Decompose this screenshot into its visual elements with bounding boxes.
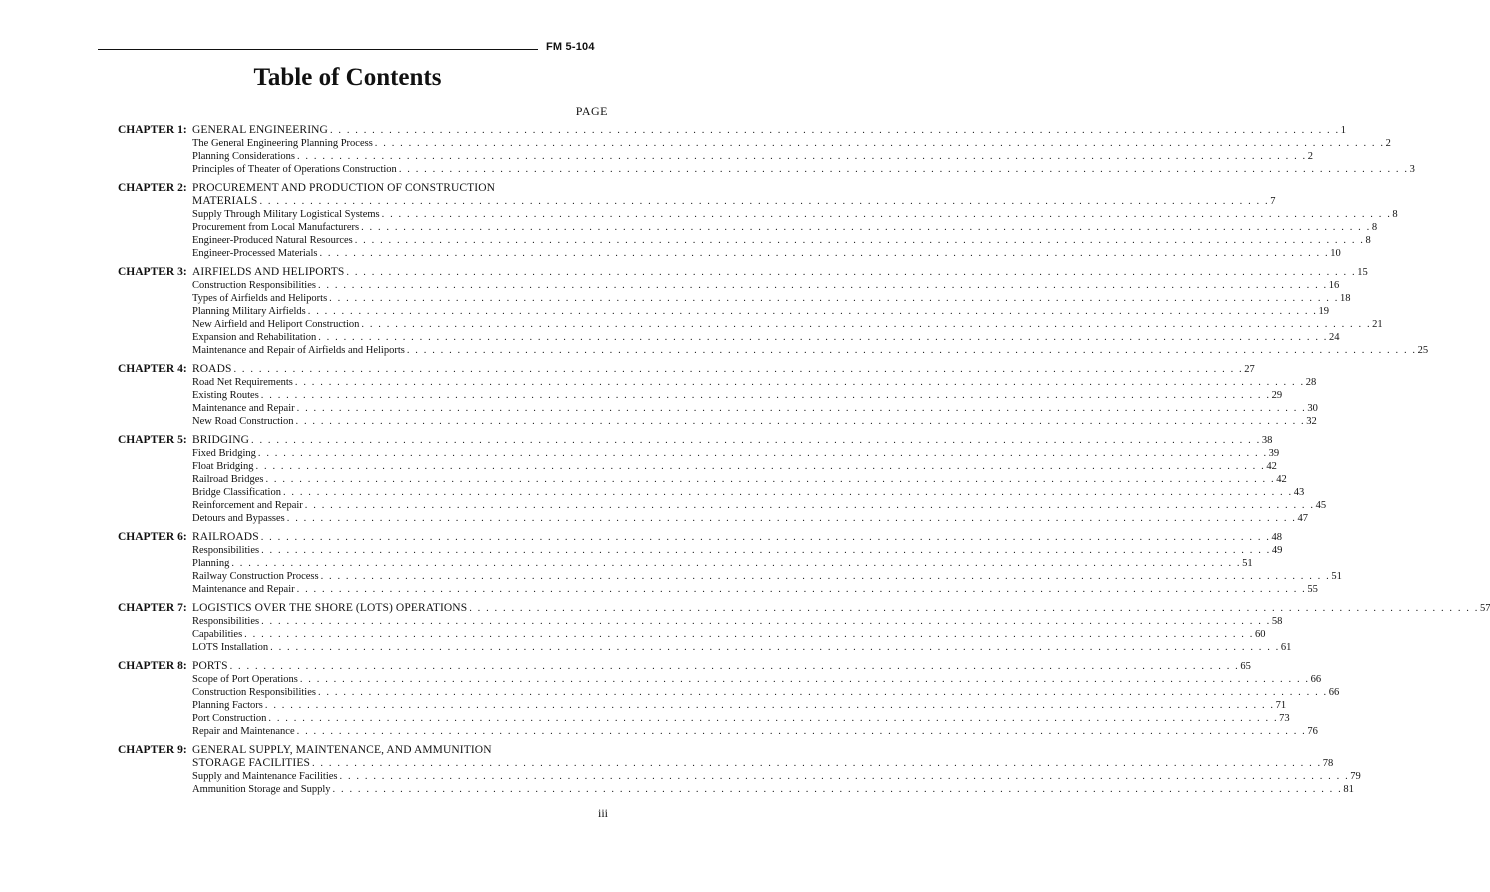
chapter-entry [118,124,1415,176]
chapter-entry [118,660,1340,738]
dot-leader: . . . . . . . . . . . . . . . . . . . . . . . . . . . . . . . . . . . . . . . . . . . . . . . . . . . . . . . . . . . . . . . . . . . . . . . . . . . . . . . . . . . . . . . . . . . . . . . . . . . . . . . . . . . . . . . . . . . . . . . . [260,390,1271,401]
dot-leader: . . . . . . . . . . . . . . . . . . . . . . . . . . . . . . . . . . . . . . . . . . . . . . . . . . . . . . . . . . . . . . . . . . . . . . . . . . . . . . . . . . . . . . . . . . . . . . . . . . . . . . . . . . . . . . . . . . . . . . . . [296,584,1307,595]
page-number: iii [597,806,608,820]
chapter-page-number: 15 [1357,267,1368,278]
chapter-label: CHAPTER 4: [118,363,187,375]
dot-leader: . . . . . . . . . . . . . . . . . . . . . . . . . . . . . . . . . . . . . . . . . . . . . . . . . . . . . . . . . . . . . . . . . . . . . . . . . . . . . . . . . . . . . . . . . . . . . . . . . . . . . . . . . . . . . . . . . . . . . . . . [299,674,1310,685]
section-page-number: 2 [1307,151,1313,162]
section-entry [118,770,1361,783]
section-page-number: 43 [1293,487,1305,498]
dot-leader: . . . . . . . . . . . . . . . . . . . . . . . . . . . . . . . . . . . . . . . . . . . . . . . . . . . . . . . . . . . . . . . . . . . . . . . . . . . . . . . . . . . . . . . . . . . . . . . . . . . . . . . . . . . . . . . . . . . . . . . . [260,532,1271,543]
chapter-label: CHAPTER 3: [118,266,187,278]
section-page-number: 16 [1328,280,1340,291]
section-page-number: 30 [1307,403,1318,414]
section-page-number: 3 [1409,164,1415,175]
section-entry [118,460,1277,473]
section-entry [118,247,1341,260]
chapter-entry [118,602,1490,654]
section-page-number: 71 [1275,700,1287,711]
section-title: Construction Responsibilities [192,280,316,291]
dot-leader: . . . . . . . . . . . . . . . . . . . . . . . . . . . . . . . . . . . . . . . . . . . . . . . . . . . . . . . . . . . . . . . . . . . . . . . . . . . . . . . . . . . . . . . . . . . . . . . . . . . . . . . . . . . . . . . . . . . . . . . . [361,319,1372,330]
section-page-number: 39 [1268,448,1280,459]
chapter-heading-line [118,602,1490,615]
section-entry [118,344,1429,357]
section-page-number: 45 [1315,500,1327,511]
section-entry [118,447,1280,460]
dot-leader: . . . . . . . . . . . . . . . . . . . . . . . . . . . . . . . . . . . . . . . . . . . . . . . . . . . . . . . . . . . . . . . . . . . . . . . . . . . . . . . . . . . . . . . . . . . . . . . . . . . . . . . . . . . . . . . . . . . . . . . . [244,629,1254,640]
dot-leader: . . . . . . . . . . . . . . . . . . . . . . . . . . . . . . . . . . . . . . . . . . . . . . . . . . . . . . . . . . . . . . . . . . . . . . . . . . . . . . . . . . . . . . . . . . . . . . . . . . . . . . . . . . . . . . . . . . . . . . . . [374,138,1385,149]
section-page-number: 28 [1305,377,1317,388]
section-title: Bridge Classification [192,487,281,498]
section-entry [118,163,1415,176]
section-entry [118,499,1327,512]
section-title: Railway Construction Process [192,571,319,582]
dot-leader: . . . . . . . . . . . . . . . . . . . . . . . . . . . . . . . . . . . . . . . . . . . . . . . . . . . . . . . . . . . . . . . . . . . . . . . . . . . . . . . . . . . . . . . . . . . . . . . . . . . . . . . . . . . . . . . . . . . . . . . . [406,345,1417,356]
section-page-number: 73 [1279,713,1290,724]
section-entry [118,641,1292,654]
chapter-title: LOGISTICS OVER THE SHORE (LOTS) OPERATIONS [192,602,468,614]
dot-leader: . . . . . . . . . . . . . . . . . . . . . . . . . . . . . . . . . . . . . . . . . . . . . . . . . . . . . . . . . . . . . . . . . . . . . . . . . . . . . . . . . . . . . . . . . . . . . . . . . . . . . . . . . . . . . . . . . . . . . . . . [264,700,1275,711]
dot-leader: . . . . . . . . . . . . . . . . . . . . . . . . . . . . . . . . . . . . . . . . . . . . . . . . . . . . . . . . . . . . . . . . . . . . . . . . . . . . . . . . . . . . . . . . . . . . . . . . . . . . . . . . . . . . . . . . . . . . . . . . [231,558,1242,569]
chapter-page-number: 27 [1244,364,1255,375]
section-title: Responsibilities [192,545,260,556]
section-page-number: 8 [1365,235,1371,246]
section-entry [118,415,1317,428]
chapter-entry [118,182,1398,260]
chapter-entry [118,266,1429,357]
chapter-label: CHAPTER 1: [118,124,187,136]
chapter-label: CHAPTER 8: [118,660,187,672]
section-title: Responsibilities [192,616,260,627]
section-page-number: 47 [1297,513,1309,524]
section-entry [118,305,1330,318]
chapter-title: GENERAL ENGINEERING [192,124,328,136]
section-entry [118,725,1318,738]
chapter-heading-continuation [118,757,1334,770]
chapter-heading-line [118,266,1368,279]
section-page-number: 2 [1385,138,1391,149]
section-page-number: 51 [1331,571,1342,582]
section-title: Principles of Theater of Operations Construction [192,164,397,175]
section-page-number: 42 [1276,474,1287,485]
chapter-page-number: 7 [1270,196,1276,207]
page-column-heading: PAGE [575,104,608,118]
section-title: Road Net Requirements [192,377,293,388]
section-page-number: 66 [1328,687,1340,698]
section-title: Planning Factors [192,700,263,711]
section-entry [118,402,1318,415]
chapter-label: CHAPTER 6: [118,531,187,543]
section-entry [118,615,1283,628]
dot-leader: . . . . . . . . . . . . . . . . . . . . . . . . . . . . . . . . . . . . . . . . . . . . . . . . . . . . . . . . . . . . . . . . . . . . . . . . . . . . . . . . . . . . . . . . . . . . . . . . . . . . . . . . . . . . . . . . . . . . . . . . [381,209,1392,220]
section-entry [118,292,1351,305]
dot-leader: . . . . . . . . . . . . . . . . . . . . . . . . . . . . . . . . . . . . . . . . . . . . . . . . . . . . . . . . . . . . . . . . . . . . . . . . . . . . . . . . . . . . . . . . . . . . . . . . . . . . . . . . . . . . . . . . . . . . . . . . [294,377,1305,388]
section-title: Float Bridging [192,461,254,472]
dot-leader: . . . . . . . . . . . . . . . . . . . . . . . . . . . . . . . . . . . . . . . . . . . . . . . . . . . . . . . . . . . . . . . . . . . . . . . . . . . . . . . . . . . . . . . . . . . . . . . . . . . . . . . . . . . . . . . . . . . . . . . . [332,784,1343,795]
chapter-title: BRIDGING [192,434,250,446]
chapter-title-continued: MATERIALS [192,195,258,207]
section-page-number: 19 [1318,306,1330,317]
dot-leader: . . . . . . . . . . . . . . . . . . . . . . . . . . . . . . . . . . . . . . . . . . . . . . . . . . . . . . . . . . . . . . . . . . . . . . . . . . . . . . . . . . . . . . . . . . . . . . . . . . . . . . . . . . . . . . . . . . . . . . . . [339,771,1350,782]
section-entry [118,473,1287,486]
page-title: Table of Contents [253,64,442,91]
document-code: FM 5-104 [546,41,595,53]
section-page-number: 51 [1242,558,1253,569]
chapter-page-number: 57 [1479,603,1490,614]
dot-leader: . . . . . . . . . . . . . . . . . . . . . . . . . . . . . . . . . . . . . . . . . . . . . . . . . . . . . . . . . . . . . . . . . . . . . . . . . . . . . . . . . . . . . . . . . . . . . . . . . . . . . . . . . . . . . . . . . . . . . . . . [282,487,1293,498]
section-entry [118,318,1383,331]
dot-leader: . . . . . . . . . . . . . . . . . . . . . . . . . . . . . . . . . . . . . . . . . . . . . . . . . . . . . . . . . . . . . . . . . . . . . . . . . . . . . . . . . . . . . . . . . . . . . . . . . . . . . . . . . . . . . . . . . . . . . . . . [304,500,1315,511]
section-entry [118,673,1322,686]
section-entry [118,686,1340,699]
section-page-number: 8 [1371,222,1378,233]
dot-leader: . . . . . . . . . . . . . . . . . . . . . . . . . . . . . . . . . . . . . . . . . . . . . . . . . . . . . . . . . . . . . . . . . . . . . . . . . . . . . . . . . . . . . . . . . . . . . . . . . . . . . . . . . . . . . . . . . . . . . . . . [286,513,1297,524]
dot-leader: . . . . . . . . . . . . . . . . . . . . . . . . . . . . . . . . . . . . . . . . . . . . . . . . . . . . . . . . . . . . . . . . . . . . . . . . . . . . . . . . . . . . . . . . . . . . . . . . . . . . . . . . . . . . . . . . . . . . . . . . [295,416,1306,427]
section-title: Fixed Bridging [192,448,256,459]
chapter-heading-line [118,744,598,757]
chapter-page-number: 38 [1261,435,1273,446]
chapter-heading-line [118,182,598,195]
section-title: Detours and Bypasses [192,513,285,524]
dot-leader: . . . . . . . . . . . . . . . . . . . . . . . . . . . . . . . . . . . . . . . . . . . . . . . . . . . . . . . . . . . . . . . . . . . . . . . . . . . . . . . . . . . . . . . . . . . . . . . . . . . . . . . . . . . . . . . . . . . . . . . . [259,196,1270,207]
section-entry [118,331,1340,344]
section-entry [118,389,1283,402]
section-title: Planning [192,558,230,569]
dot-leader: . . . . . . . . . . . . . . . . . . . . . . . . . . . . . . . . . . . . . . . . . . . . . . . . . . . . . . . . . . . . . . . . . . . . . . . . . . . . . . . . . . . . . . . . . . . . . . . . . . . . . . . . . . . . . . . . . . . . . . . . [265,474,1276,485]
chapter-heading-continuation [118,195,1276,208]
chapter-entry [118,363,1318,428]
section-title: Construction Responsibilities [192,687,316,698]
dot-leader: . . . . . . . . . . . . . . . . . . . . . . . . . . . . . . . . . . . . . . . . . . . . . . . . . . . . . . . . . . . . . . . . . . . . . . . . . . . . . . . . . . . . . . . . . . . . . . . . . . . . . . . . . . . . . . . . . . . . . . . . [311,758,1322,769]
chapter-page-number: 1 [1340,125,1346,136]
chapter-title: PORTS [192,660,228,672]
section-title: Engineer-Produced Natural Resources [192,235,353,246]
dot-leader: . . . . . . . . . . . . . . . . . . . . . . . . . . . . . . . . . . . . . . . . . . . . . . . . . . . . . . . . . . . . . . . . . . . . . . . . . . . . . . . . . . . . . . . . . . . . . . . . . . . . . . . . . . . . . . . . . . . . . . . . [398,164,1409,175]
dot-leader: . . . . . . . . . . . . . . . . . . . . . . . . . . . . . . . . . . . . . . . . . . . . . . . . . . . . . . . . . . . . . . . . . . . . . . . . . . . . . . . . . . . . . . . . . . . . . . . . . . . . . . . . . . . . . . . . . . . . . . . . [257,448,1268,459]
dot-leader: . . . . . . . . . . . . . . . . . . . . . . . . . . . . . . . . . . . . . . . . . . . . . . . . . . . . . . . . . . . . . . . . . . . . . . . . . . . . . . . . . . . . . . . . . . . . . . . . . . . . . . . . . . . . . . . . . . . . . . . . [307,306,1318,317]
chapter-title: ROADS [192,363,232,375]
section-title: Maintenance and Repair [192,584,295,595]
section-entry [118,208,1398,221]
section-title: Maintenance and Repair of Airfields and Heliports [192,345,405,356]
section-page-number: 55 [1307,584,1318,595]
section-title: The General Engineering Planning Process [192,138,373,149]
section-entry [118,557,1253,570]
chapter-entry [118,744,1361,796]
chapter-entry [118,434,1327,525]
chapter-title: GENERAL SUPPLY, MAINTENANCE, AND AMMUNITION [192,744,492,756]
section-page-number: 42 [1266,461,1277,472]
chapter-page-number: 48 [1271,532,1282,543]
section-page-number: 25 [1417,345,1429,356]
dot-leader: . . . . . . . . . . . . . . . . . . . . . . . . . . . . . . . . . . . . . . . . . . . . . . . . . . . . . . . . . . . . . . . . . . . . . . . . . . . . . . . . . . . . . . . . . . . . . . . . . . . . . . . . . . . . . . . . . . . . . . . . [251,435,1261,446]
dot-leader: . . . . . . . . . . . . . . . . . . . . . . . . . . . . . . . . . . . . . . . . . . . . . . . . . . . . . . . . . . . . . . . . . . . . . . . . . . . . . . . . . . . . . . . . . . . . . . . . . . . . . . . . . . . . . . . . . . . . . . . . [319,248,1330,259]
chapter-page-number: 65 [1240,661,1251,672]
chapter-heading-line [118,124,1346,137]
chapter-title: RAILROADS [192,531,259,543]
dot-leader: . . . . . . . . . . . . . . . . . . . . . . . . . . . . . . . . . . . . . . . . . . . . . . . . . . . . . . . . . . . . . . . . . . . . . . . . . . . . . . . . . . . . . . . . . . . . . . . . . . . . . . . . . . . . . . . . . . . . . . . . [296,726,1307,737]
section-title: Ammunition Storage and Supply [192,784,331,795]
section-title: Expansion and Rehabilitation [192,332,317,343]
dot-leader: . . . . . . . . . . . . . . . . . . . . . . . . . . . . . . . . . . . . . . . . . . . . . . . . . . . . . . . . . . . . . . . . . . . . . . . . . . . . . . . . . . . . . . . . . . . . . . . . . . . . . . . . . . . . . . . . . . . . . . . . [317,687,1328,698]
section-title: New Airfield and Heliport Construction [192,319,360,330]
chapter-label: CHAPTER 5: [118,434,187,446]
section-title: Existing Routes [192,390,259,401]
section-title: New Road Construction [192,416,294,427]
section-title: Supply and Maintenance Facilities [192,771,338,782]
dot-leader: . . . . . . . . . . . . . . . . . . . . . . . . . . . . . . . . . . . . . . . . . . . . . . . . . . . . . . . . . . . . . . . . . . . . . . . . . . . . . . . . . . . . . . . . . . . . . . . . . . . . . . . . . . . . . . . . . . . . . . . . [261,616,1271,627]
section-title: LOTS Installation [192,642,269,653]
section-page-number: 29 [1271,390,1283,401]
dot-leader: . . . . . . . . . . . . . . . . . . . . . . . . . . . . . . . . . . . . . . . . . . . . . . . . . . . . . . . . . . . . . . . . . . . . . . . . . . . . . . . . . . . . . . . . . . . . . . . . . . . . . . . . . . . . . . . . . . . . . . . . [329,293,1339,304]
section-entry [118,150,1313,163]
chapter-entry [118,531,1342,596]
dot-leader: . . . . . . . . . . . . . . . . . . . . . . . . . . . . . . . . . . . . . . . . . . . . . . . . . . . . . . . . . . . . . . . . . . . . . . . . . . . . . . . . . . . . . . . . . . . . . . . . . . . . . . . . . . . . . . . . . . . . . . . . [318,332,1329,343]
chapter-heading-line [118,363,1255,376]
dot-leader: . . . . . . . . . . . . . . . . . . . . . . . . . . . . . . . . . . . . . . . . . . . . . . . . . . . . . . . . . . . . . . . . . . . . . . . . . . . . . . . . . . . . . . . . . . . . . . . . . . . . . . . . . . . . . . . . . . . . . . . . [255,461,1266,472]
section-page-number: 8 [1392,209,1398,220]
chapter-title: PROCUREMENT AND PRODUCTION OF CONSTRUCTION [192,182,496,194]
section-title: Port Construction [192,713,267,724]
section-entry [118,512,1309,525]
section-entry [118,221,1378,234]
section-title: Planning Considerations [192,151,295,162]
section-entry [118,279,1340,292]
section-entry [118,544,1283,557]
section-entry [118,783,1354,796]
section-page-number: 49 [1271,545,1283,556]
dot-leader: . . . . . . . . . . . . . . . . . . . . . . . . . . . . . . . . . . . . . . . . . . . . . . . . . . . . . . . . . . . . . . . . . . . . . . . . . . . . . . . . . . . . . . . . . . . . . . . . . . . . . . . . . . . . . . . . . . . . . . . . [229,661,1240,672]
section-page-number: 24 [1329,332,1340,343]
section-title: Repair and Maintenance [192,726,295,737]
section-entry [118,486,1305,499]
section-entry [118,628,1266,641]
dot-leader: . . . . . . . . . . . . . . . . . . . . . . . . . . . . . . . . . . . . . . . . . . . . . . . . . . . . . . . . . . . . . . . . . . . . . . . . . . . . . . . . . . . . . . . . . . . . . . . . . . . . . . . . . . . . . . . . . . . . . . . . [469,603,1479,614]
section-title: Procurement from Local Manufacturers [192,222,360,233]
chapter-label: CHAPTER 9: [118,744,187,756]
section-entry [118,583,1318,596]
dot-leader: . . . . . . . . . . . . . . . . . . . . . . . . . . . . . . . . . . . . . . . . . . . . . . . . . . . . . . . . . . . . . . . . . . . . . . . . . . . . . . . . . . . . . . . . . . . . . . . . . . . . . . . . . . . . . . . . . . . . . . . . [320,571,1331,582]
section-entry [118,376,1317,389]
dot-leader: . . . . . . . . . . . . . . . . . . . . . . . . . . . . . . . . . . . . . . . . . . . . . . . . . . . . . . . . . . . . . . . . . . . . . . . . . . . . . . . . . . . . . . . . . . . . . . . . . . . . . . . . . . . . . . . . . . . . . . . . [317,280,1328,291]
section-title: Reinforcement and Repair [192,500,303,511]
chapter-title-continued: STORAGE FACILITIES [192,757,310,769]
dot-leader: . . . . . . . . . . . . . . . . . . . . . . . . . . . . . . . . . . . . . . . . . . . . . . . . . . . . . . . . . . . . . . . . . . . . . . . . . . . . . . . . . . . . . . . . . . . . . . . . . . . . . . . . . . . . . . . . . . . . . . . . [233,364,1244,375]
section-page-number: 58 [1271,616,1283,627]
dot-leader: . . . . . . . . . . . . . . . . . . . . . . . . . . . . . . . . . . . . . . . . . . . . . . . . . . . . . . . . . . . . . . . . . . . . . . . . . . . . . . . . . . . . . . . . . . . . . . . . . . . . . . . . . . . . . . . . . . . . . . . . [361,222,1371,233]
section-title: Maintenance and Repair [192,403,295,414]
chapter-label: CHAPTER 7: [118,602,187,614]
section-entry [118,137,1391,150]
dot-leader: . . . . . . . . . . . . . . . . . . . . . . . . . . . . . . . . . . . . . . . . . . . . . . . . . . . . . . . . . . . . . . . . . . . . . . . . . . . . . . . . . . . . . . . . . . . . . . . . . . . . . . . . . . . . . . . . . . . . . . . . [329,125,1340,136]
section-page-number: 61 [1280,642,1292,653]
header-rule [98,49,538,50]
section-title: Engineer-Processed Materials [192,248,318,259]
dot-leader: . . . . . . . . . . . . . . . . . . . . . . . . . . . . . . . . . . . . . . . . . . . . . . . . . . . . . . . . . . . . . . . . . . . . . . . . . . . . . . . . . . . . . . . . . . . . . . . . . . . . . . . . . . . . . . . . . . . . . . . . [346,267,1357,278]
dot-leader: . . . . . . . . . . . . . . . . . . . . . . . . . . . . . . . . . . . . . . . . . . . . . . . . . . . . . . . . . . . . . . . . . . . . . . . . . . . . . . . . . . . . . . . . . . . . . . . . . . . . . . . . . . . . . . . . . . . . . . . . [270,642,1280,653]
dot-leader: . . . . . . . . . . . . . . . . . . . . . . . . . . . . . . . . . . . . . . . . . . . . . . . . . . . . . . . . . . . . . . . . . . . . . . . . . . . . . . . . . . . . . . . . . . . . . . . . . . . . . . . . . . . . . . . . . . . . . . . . [268,713,1279,724]
table-of-contents [118,124,1490,802]
section-page-number: 76 [1307,726,1318,737]
section-page-number: 10 [1330,248,1341,259]
section-title: Supply Through Military Logistical Systems [192,209,380,220]
chapter-label: CHAPTER 2: [118,182,187,194]
chapter-title: AIRFIELDS AND HELIPORTS [192,266,345,278]
section-entry [118,234,1371,247]
dot-leader: . . . . . . . . . . . . . . . . . . . . . . . . . . . . . . . . . . . . . . . . . . . . . . . . . . . . . . . . . . . . . . . . . . . . . . . . . . . . . . . . . . . . . . . . . . . . . . . . . . . . . . . . . . . . . . . . . . . . . . . . [296,151,1307,162]
section-page-number: 21 [1372,319,1383,330]
dot-leader: . . . . . . . . . . . . . . . . . . . . . . . . . . . . . . . . . . . . . . . . . . . . . . . . . . . . . . . . . . . . . . . . . . . . . . . . . . . . . . . . . . . . . . . . . . . . . . . . . . . . . . . . . . . . . . . . . . . . . . . . [296,403,1307,414]
section-page-number: 60 [1254,629,1266,640]
section-page-number: 18 [1339,293,1351,304]
section-title: Types of Airfields and Heliports [192,293,328,304]
section-entry [118,712,1290,725]
section-title: Capabilities [192,629,243,640]
section-entry [118,699,1287,712]
section-page-number: 32 [1306,416,1317,427]
section-page-number: 79 [1350,771,1361,782]
dot-leader: . . . . . . . . . . . . . . . . . . . . . . . . . . . . . . . . . . . . . . . . . . . . . . . . . . . . . . . . . . . . . . . . . . . . . . . . . . . . . . . . . . . . . . . . . . . . . . . . . . . . . . . . . . . . . . . . . . . . . . . . [354,235,1365,246]
chapter-heading-line [118,660,1251,673]
section-title: Scope of Port Operations [192,674,298,685]
chapter-page-number: 78 [1322,758,1334,769]
chapter-heading-line [118,434,1273,447]
section-entry [118,570,1342,583]
section-page-number: 81 [1343,784,1354,795]
section-title: Planning Military Airfields [192,306,306,317]
chapter-heading-line [118,531,1282,544]
dot-leader: . . . . . . . . . . . . . . . . . . . . . . . . . . . . . . . . . . . . . . . . . . . . . . . . . . . . . . . . . . . . . . . . . . . . . . . . . . . . . . . . . . . . . . . . . . . . . . . . . . . . . . . . . . . . . . . . . . . . . . . . [261,545,1271,556]
section-page-number: 66 [1310,674,1322,685]
section-title: Railroad Bridges [192,474,264,485]
